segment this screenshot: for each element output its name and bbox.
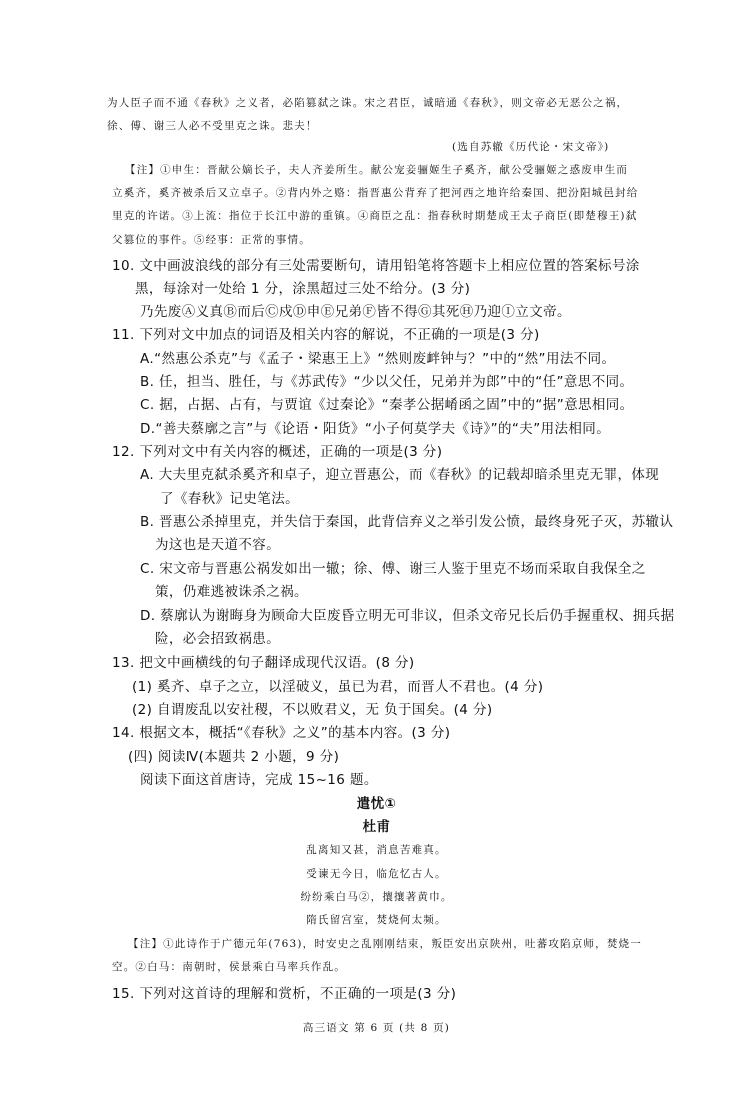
passage-line-2: 徐、傅、谢三人必不受里克之诛。悲夫！ xyxy=(107,120,318,132)
q12-stem: 12. 下列对文中有关内容的概述，正确的一项是(3 分) xyxy=(112,444,443,460)
notes-line-2: 立奚齐，奚齐被杀后又立卓子。②背内外之赂：指晋惠公背弃了把河西之地许给秦国、把汾阳城邑封给 xyxy=(112,187,639,199)
passage-source: (选自苏辙《历代论・宋文帝》) xyxy=(452,141,610,153)
poem-line-1: 乱离知又甚，消息苦难真。 xyxy=(306,844,447,856)
q13-sentence-1: (1) 奚齐、卓子之立，以淫破义，虽已为君，而晋人不君也。(4 分) xyxy=(132,679,544,695)
q12-option-b-line-2: 为这也是天道不容。 xyxy=(155,537,281,553)
q11-option-b: B. 任，担当、胜任，与《苏武传》“少以父任，兄弟并为郎”中的“任”意思不同。 xyxy=(140,374,634,390)
q12-option-d-line-2: 险，必会招致祸患。 xyxy=(155,631,281,647)
q11-option-c: C. 据，占据、占有，与贾谊《过秦论》“秦孝公据崤函之固”中的“据”意思相同。 xyxy=(140,397,634,413)
poem-line-4: 隋氏留宫室，焚烧何太频。 xyxy=(306,914,447,926)
q11-option-a: A.“然惠公杀克”与《孟子・梁惠王上》“然则废衅钟与？”中的“然”用法不同。 xyxy=(140,351,616,367)
q15-stem: 15. 下列对这首诗的理解和赏析，不正确的一项是(3 分) xyxy=(112,986,457,1002)
poem-note-line-1: 【注】①此诗作于广德元年(763)，时安史之乱刚刚结束，叛臣安出京陕州，吐蕃攻陷京师，焚烧一 xyxy=(128,938,642,950)
section-4-title: (四) 阅读Ⅳ(本题共 2 小题，9 分) xyxy=(128,749,340,765)
q11-stem: 11. 下列对文中加点的词语及相关内容的解说，不正确的一项是(3 分) xyxy=(112,327,540,343)
section-4-intro: 阅读下面这首唐诗，完成 15~16 题。 xyxy=(140,772,378,788)
poem-note-line-2: 空。②白马：南朝时，侯景乘白马率兵作乱。 xyxy=(112,961,346,973)
q12-option-c-line-1: C. 宋文帝与晋惠公祸发如出一辙；徐、傅、谢三人鉴于里克不场而采取自我保全之 xyxy=(140,561,646,577)
notes-line-4: 父篡位的事件。⑤经事：正常的事情。 xyxy=(112,234,311,246)
notes-line-3: 里克的许诺。③上流：指位于长江中游的重镇。④商臣之乱：指春秋时期楚成王太子商臣(即楚穆王)弑 xyxy=(112,210,638,222)
q12-option-b-line-1: B. 晋惠公杀掉里克，并失信于秦国，此背信弃义之举引发公愤，最终身死子灭，苏辙认 xyxy=(140,514,674,530)
q12-option-a-line-2: 了《春秋》记史笔法。 xyxy=(160,491,299,507)
q13-sentence-2: (2) 自谓废乱以安社稷，不以败君义，无 负于国矣。(4 分) xyxy=(132,702,493,718)
q10-stem-line-1: 10. 文中画波浪线的部分有三处需要断句，请用铅笔将答题卡上相应位置的答案标号涂 xyxy=(112,258,640,274)
q14-stem: 14. 根据文本，概括“《春秋》之义”的基本内容。(3 分) xyxy=(112,725,451,741)
notes-line-1: 【注】①申生：晋献公嫡长子，夫人齐姜所生。献公宠妾骊姬生子奚齐，献公受骊姬之惑废申生而 xyxy=(125,164,629,176)
q13-stem: 13. 把文中画横线的句子翻译成现代汉语。(8 分) xyxy=(112,655,415,671)
q12-option-a-line-1: A. 大夫里克弑杀奚齐和卓子，迎立晋惠公，而《春秋》的记载却暗杀里克无罪，体现 xyxy=(140,467,660,483)
page-footer: 高三语文 第 6 页 (共 8 页) xyxy=(302,1022,451,1034)
poem-line-2: 受谏无今日，临危忆古人。 xyxy=(306,868,447,880)
q11-option-d: D.“善夫蔡廓之言”与《论语・阳货》“小子何莫学夫《诗》”的“夫”用法相同。 xyxy=(140,421,611,437)
poem-title: 遣忧① xyxy=(356,796,397,812)
passage-line-1: 为人臣子而不通《春秋》之义者，必陷篡弑之诛。宋之君臣，诚暗通《春秋》，则文帝必无恶公之祸， xyxy=(107,97,629,109)
q10-sentence: 乃先废Ⓐ义真Ⓑ而后Ⓒ戍Ⓓ申Ⓔ兄弟Ⓕ皆不得Ⓖ其死Ⓗ乃迎Ⓘ立文帝。 xyxy=(140,304,571,320)
q12-option-d-line-1: D. 蔡廓认为谢晦身为顾命大臣废昏立明无可非议，但杀文帝兄长后仍手握重权、拥兵据 xyxy=(140,608,675,624)
q10-stem-line-2: 黑，每涂对一处给 1 分，涂黑超过三处不给分。(3 分) xyxy=(135,281,471,297)
q12-option-c-line-2: 策，仍难逃被诛杀之祸。 xyxy=(155,584,308,600)
poem-author: 杜甫 xyxy=(362,819,391,835)
poem-line-3: 纷纷乘白马②，攘攘著黄巾。 xyxy=(300,891,453,903)
